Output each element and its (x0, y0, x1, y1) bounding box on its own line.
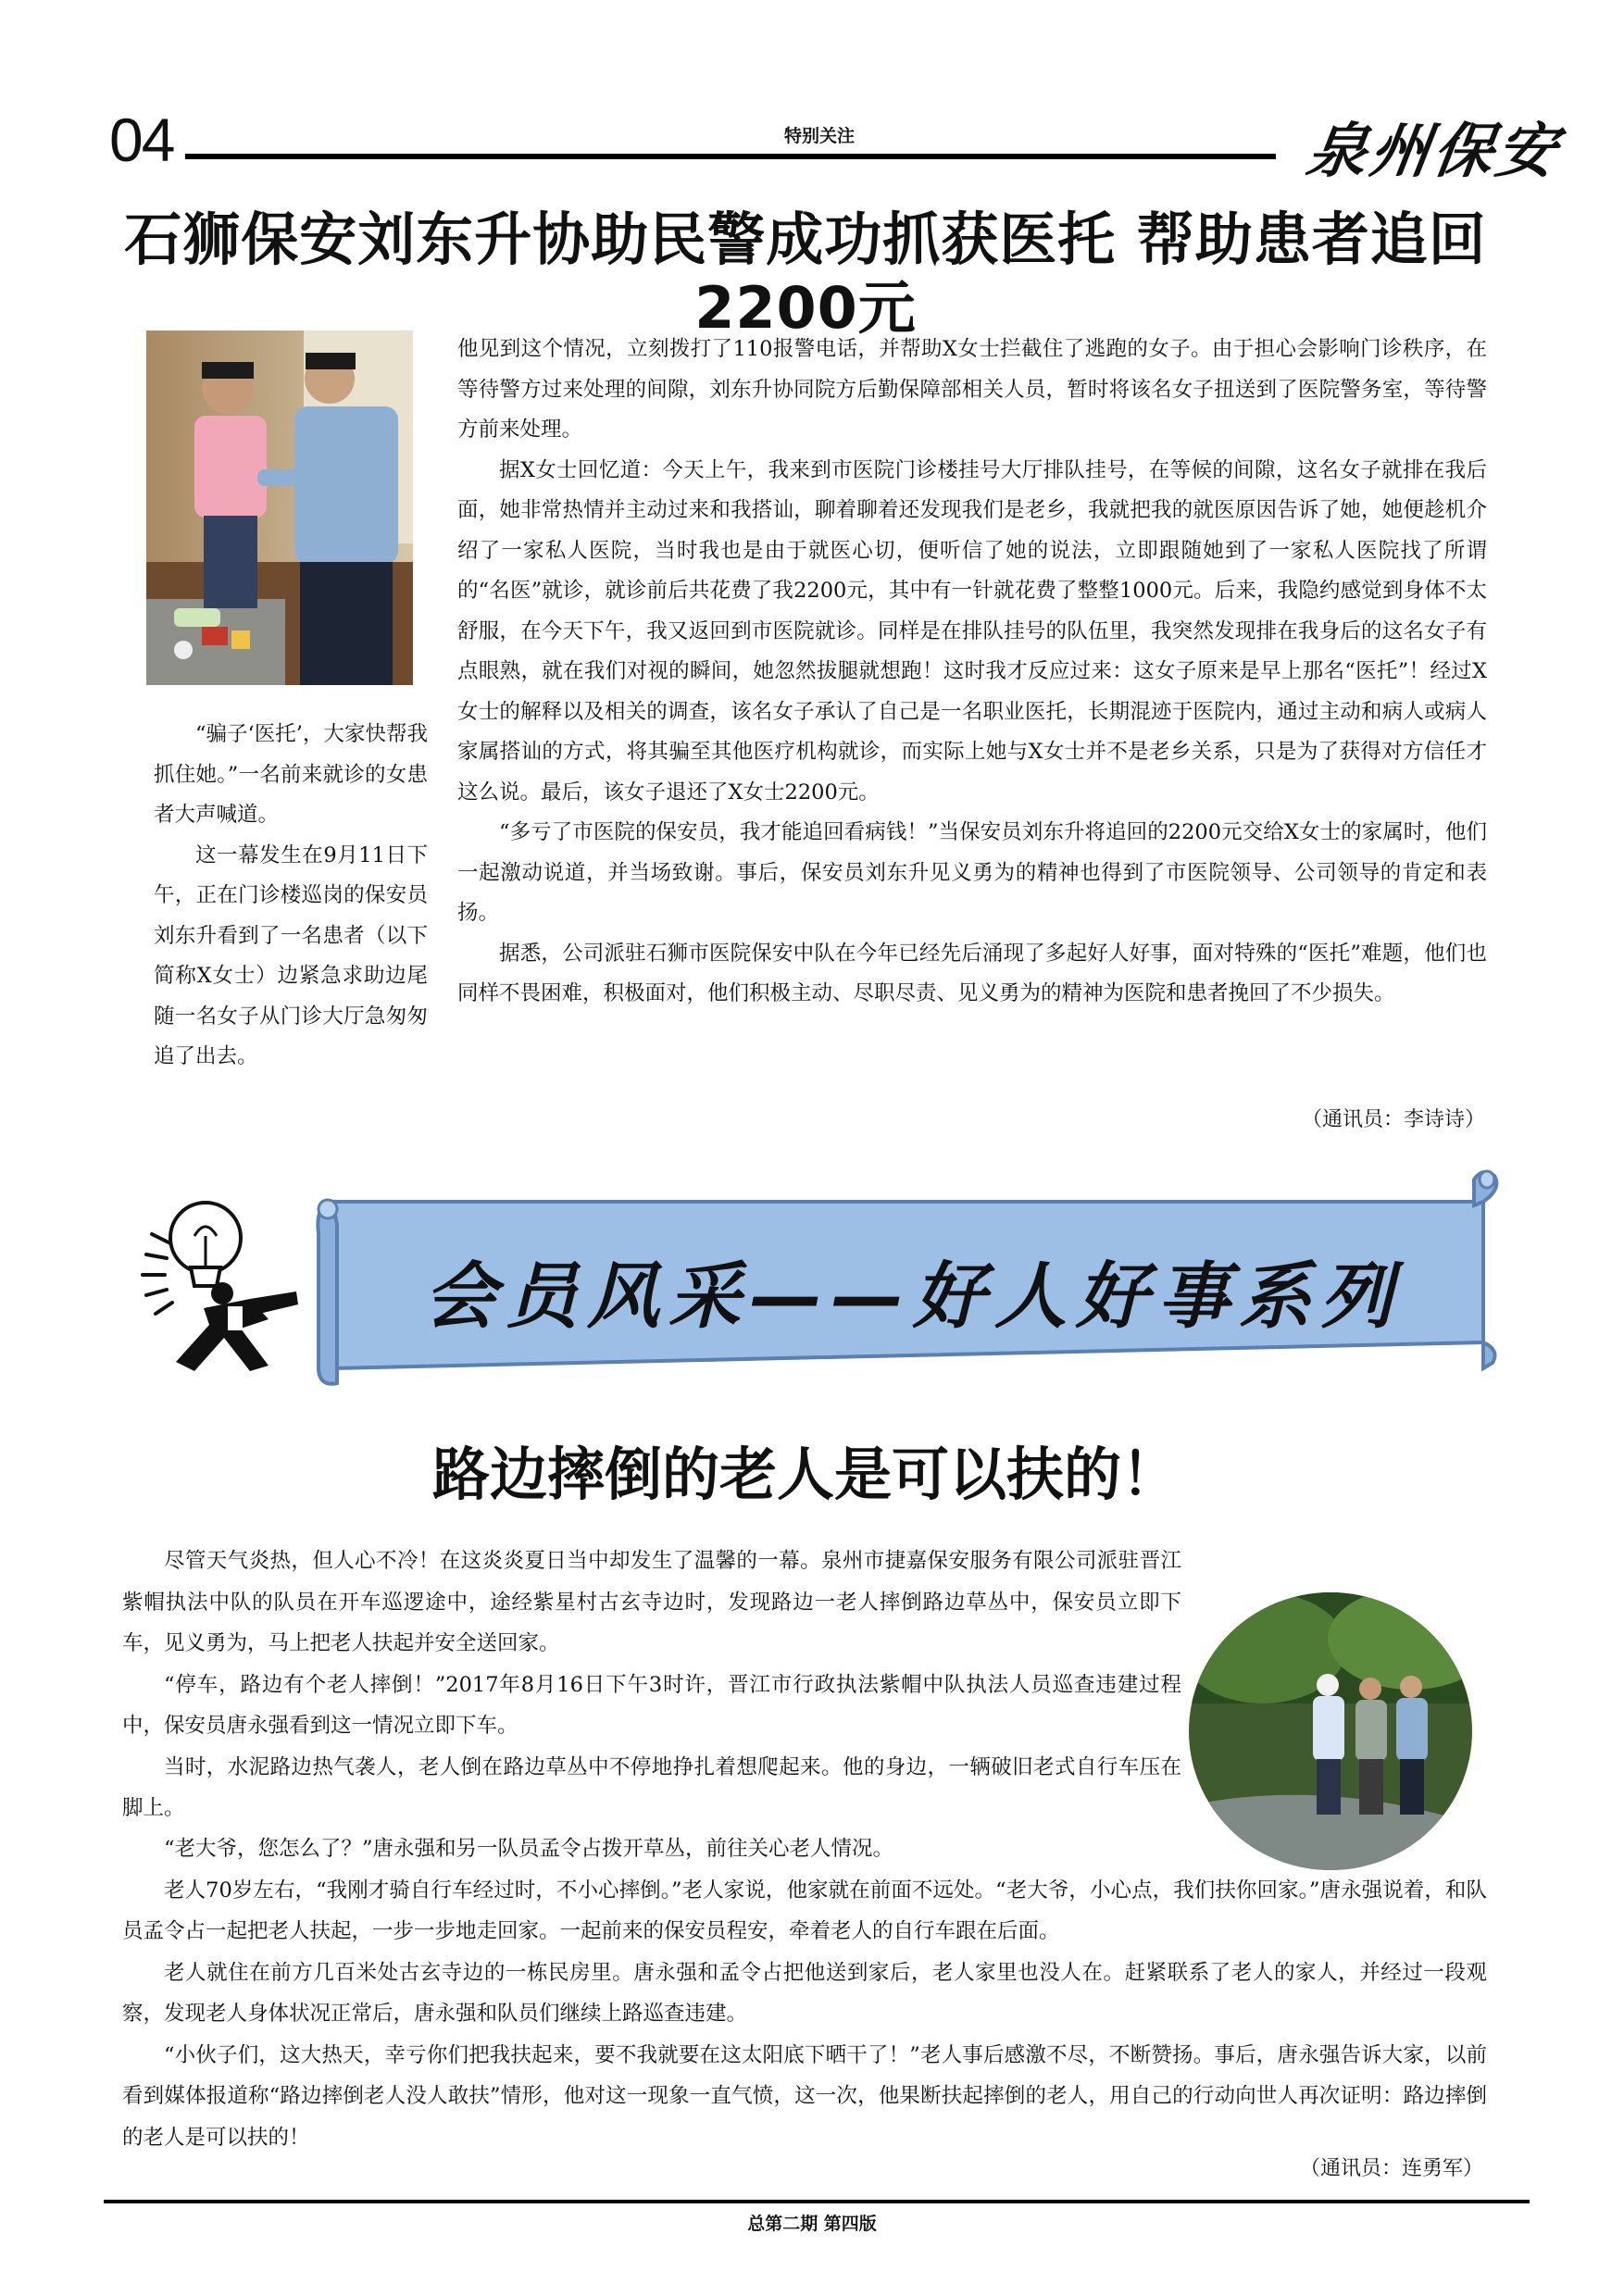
article2-paragraph: 老人就住在前方几百米处古玄寺边的一栋民房里。唐永强和孟令占把他送到家后，老人家里也没人在。赶紧联系了老人的家人，并经过一段观察，发现老人身体状况正常后，唐永强和队员们继续上路巡查违建。 (122, 1960, 1487, 2026)
article2-paragraph: “小伙子们，这大热天，幸亏你们把我扶起来，要不我就要在这太阳底下晒干了！”老人事后感激不尽，不断赞扬。事后，唐永强告诉大家，以前看到媒体报道称“路边摔倒老人没人敢扶”情形，他对这一现象一直气愤，这一次，他果断扶起摔倒的老人，用自己的行动向世人再次证明：路边摔倒的老人是可以扶的！ (122, 2042, 1487, 2150)
article1-left-paragraph: 这一幕发生在9月11日下午，正在门诊楼巡岗的保安员刘东升看到了一名患者（以下简称X女士）边紧急求助边尾随一名女子从门诊大厅急匆匆追了出去。 (154, 842, 428, 1068)
article1-title: 石狮保安刘东升协助民警成功抓获医托 帮助患者追回2200元 (124, 206, 1487, 343)
issue-label: 总第二期 第四版 (747, 2214, 877, 2234)
article1-photo (146, 331, 413, 685)
article1-left-column (154, 715, 428, 1078)
section-label: 特别关注 (783, 126, 855, 146)
article1-paragraph: 据X女士回忆道：今天上午，我来到市医院门诊楼挂号大厅排队挂号，在等候的间隙，这名女子就排在我后面，她非常热情并主动过来和我搭讪，聊着聊着还发现我们是老乡，我就把我的就医原因告诉了她，她便趁机介绍了一家私人医院，当时我也是由于就医心切，便听信了她的说法，立即跟随她到了一家私人医院找了所谓的“名医”就诊，就诊前后共花费了我2200元，其中有一针就花费了整整1000元。后来，我隐约感觉到身体不太舒服，在今天下午，我又返回到市医院就诊。同样是在排队挂号的队伍里，我突然发现排在我身后的这名女子有点眼熟，就在我们对视的瞬间，她忽然拔腿就想跑！这时我才反应过来：这女子原来是早上那名“医托”！经过X女士的解释以及相关的调查，该名女子承认了自己是一名职业医托，长期混迹于医院内，通过主动和病人或病人家属搭讪的方式，将其骗至其他医疗机构就诊，而实际上她与X女士并不是老乡关系，只是为了获得对方信任才这么说。最后，该女子退还了X女士2200元。 (457, 457, 1487, 805)
article2-intro (122, 1541, 1181, 1829)
photo-guard-and-man (146, 331, 413, 685)
article2-title: 路边摔倒的老人是可以扶的！ (431, 1441, 1179, 1508)
article2-paragraph: “停车，路边有个老人摔倒！”2017年8月16日下午3时许，晋江市行政执法紫帽中队执法人员巡查违建过程中，保安员唐永强看到这一情况立即下车。 (122, 1672, 1181, 1738)
article2-body (122, 1828, 1487, 2158)
article2-byline: （通讯员：连勇军） (1299, 2157, 1483, 2180)
article1-left-paragraph: “骗子‘医托’，大家快帮我抓住她。”一名前来就诊的女患者大声喊道。 (154, 722, 428, 827)
article1-paragraph: 据悉，公司派驻石狮市医院保安中队在今年已经先后涌现了多起好人好事，面对特殊的“医托”难题，他们也同样不畏困难，积极面对，他们积极主动、尽职尽责、见义勇为的精神为医院和患者挽回了不少损失。 (457, 941, 1487, 1005)
article2-paragraph: 当时，水泥路边热气袭人，老人倒在路边草丛中不停地挣扎着想爬起来。他的身边，一辆破旧老式自行车压在脚上。 (122, 1754, 1181, 1820)
article2-paragraph: “老大爷，您怎么了？”唐永强和另一队员孟令占拨开草丛，前往关心老人情况。 (164, 1837, 894, 1861)
article1-right-column (457, 330, 1487, 1015)
article2-paragraph: 老人70岁左右，“我刚才骑自行车经过时，不小心摔倒。”老人家说，他家就在前面不远处。“老大爷，小心点，我们扶你回家。”唐永强说着，和队员孟令占一起把老人扶起，一步一步地走回家。一起前来的保安员程安，牵着老人的自行车跟在后面。 (122, 1878, 1487, 1943)
article1-byline: （通讯员：李诗诗） (1301, 1108, 1485, 1131)
article1-paragraph: 他见到这个情况，立刻拨打了110报警电话，并帮助X女士拦截住了逃跑的女子。由于担心会影响门诊秩序，在等待警方过来处理的间隙，刘东升协同院方后勤保障部相关人员，暂时将该名女子扭送到了医院警务室，等待警方前来处理。 (457, 337, 1487, 442)
article2-paragraph: 尽管天气炎热，但人心不冷！在这炎炎夏日当中却发生了温馨的一幕。泉州市捷嘉保安服务有限公司派驻晋江紫帽执法中队的队员在开车巡逻途中，途经紫星村古玄寺边时，发现路边一老人摔倒路边草丛中，保安员立即下车，见义勇为，马上把老人扶起并安全送回家。 (122, 1549, 1181, 1655)
header-rule (185, 154, 1276, 159)
footer-rule (104, 2200, 1530, 2203)
publication-brand: 泉州保安 (1302, 117, 1565, 186)
banner-title: 会员风采——好人好事系列 (423, 1255, 1402, 1339)
page-number: 04 (109, 106, 174, 174)
article1-paragraph: “多亏了市医院的保安员，我才能追回看病钱！”当保安员刘东升将追回的2200元交给X女士的家属时，他们一起激动说道，并当场致谢。事后，保安员刘东升见义勇为的精神也得到了市医院领导、公司领导的肯定和表扬。 (457, 820, 1487, 925)
lightbulb-runner-icon (139, 1190, 315, 1375)
